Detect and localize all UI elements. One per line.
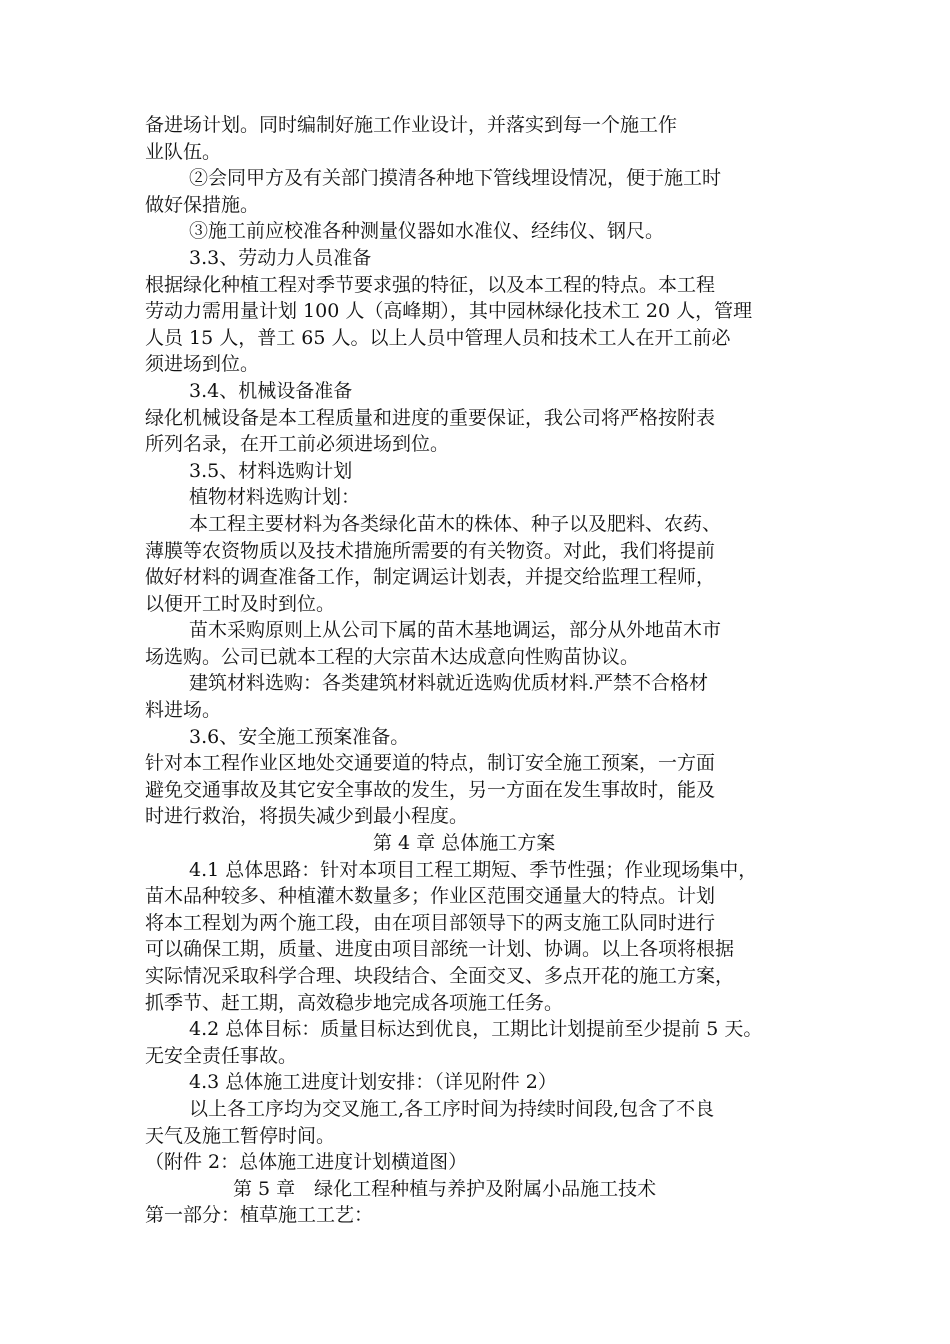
text-line: 劳动力需用量计划 100 人（高峰期），其中园林绿化技术工 20 人，管理 [145, 300, 753, 323]
text-line: ②会同甲方及有关部门摸清各种地下管线埋设情况，便于施工时 [189, 167, 722, 190]
text-line: 3.3、劳动力人员准备 [189, 246, 372, 269]
text-line: 避免交通事故及其它安全事故的发生，另一方面在发生事故时，能及 [145, 778, 716, 801]
text-line: 植物材料选购计划： [189, 486, 361, 509]
text-line: 料进场。 [145, 699, 222, 722]
text-line: 时进行救治，将损失减少到最小程度。 [145, 805, 469, 828]
text-line: 场选购。公司已就本工程的大宗苗木达成意向性购苗协议。 [145, 645, 640, 668]
text-line: 4.3 总体施工进度计划安排：（详见附件 2） [189, 1071, 557, 1094]
text-line: 做好保措施。 [145, 193, 260, 216]
text-line: 根据绿化种植工程对季节要求强的特征，以及本工程的特点。本工程 [145, 273, 716, 296]
text-line: 做好材料的调查准备工作，制定调运计划表，并提交给监理工程师， [145, 566, 716, 589]
text-line: 备进场计划。同时编制好施工作业设计，并落实到每一个施工作 [145, 114, 678, 136]
document-page [145, 112, 835, 1229]
text-line: 4.1 总体思路：针对本项目工程工期短、季节性强；作业现场集中， [189, 858, 758, 881]
text-line: 人员 15 人，普工 65 人。以上人员中管理人员和技术工人在开工前必 [145, 326, 731, 349]
text-line: 薄膜等农资物质以及技术措施所需要的有关物资。对此，我们将提前 [145, 539, 716, 562]
text-line: 以上各工序均为交叉施工,各工序时间为持续时间段,包含了不良 [189, 1097, 715, 1120]
text-line: （附件 2：总体施工进度计划横道图） [145, 1151, 468, 1174]
text-line: 建筑材料选购：各类建筑材料就近选购优质材料.严禁不合格材 [189, 672, 709, 695]
text-line: 天气及施工暂停时间。 [145, 1124, 336, 1147]
text-line: 3.6、安全施工预案准备。 [189, 725, 410, 748]
text-line: 针对本工程作业区地处交通要道的特点，制订安全施工预案，一方面 [145, 752, 716, 775]
text-line: 3.5、材料选购计划 [189, 459, 353, 482]
text-line: 所列名录，在开工前必须进场到位。 [145, 433, 450, 456]
text-line: 实际情况采取科学合理、块段结合、全面交叉、多点开花的施工方案， [145, 965, 735, 987]
text-line: 苗木采购原则上从公司下属的苗木基地调运，部分从外地苗木市 [189, 619, 722, 642]
text-line: 可以确保工期，质量、进度由项目部统一计划、协调。以上各项将根据 [145, 938, 735, 961]
text-line: 第一部分：植草施工工艺： [145, 1204, 374, 1227]
text-line: 第 5 章 绿化工程种植与养护及附属小品施工技术 [233, 1177, 657, 1200]
text-line: 本工程主要材料为各类绿化苗木的株体、种子以及肥料、农药、 [189, 512, 722, 535]
text-line: 4.2 总体目标：质量目标达到优良，工期比计划提前至少提前 5 天。 [189, 1018, 763, 1041]
text-line: 第 4 章 总体施工方案 [373, 832, 556, 855]
text-line: 抓季节、赶工期，高效稳步地完成各项施工任务。 [145, 991, 564, 1014]
text-line: 无安全责任事故。 [145, 1044, 298, 1067]
text-line: 须进场到位。 [145, 353, 260, 376]
text-line: 绿化机械设备是本工程质量和进度的重要保证，我公司将严格按附表 [145, 406, 716, 429]
text-line: ③施工前应校准各种测量仪器如水准仪、经纬仪、钢尺。 [189, 220, 665, 243]
text-line: 将本工程划为两个施工段，由在项目部领导下的两支施工队同时进行 [145, 911, 716, 934]
text-line: 苗木品种较多、种植灌木数量多；作业区范围交通量大的特点。计划 [145, 885, 716, 908]
text-line: 以便开工时及时到位。 [145, 592, 336, 615]
text-line: 业队伍。 [145, 140, 222, 163]
text-line: 3.4、机械设备准备 [189, 379, 353, 402]
